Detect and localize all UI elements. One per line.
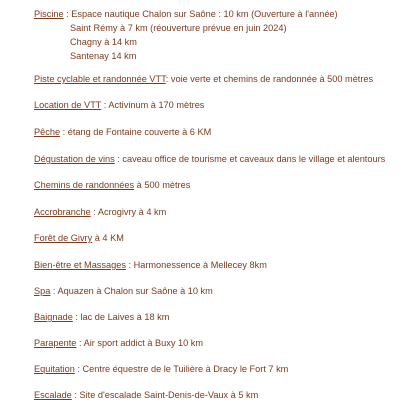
entry-label: Location de VTT	[34, 100, 102, 110]
entry-separator: :	[72, 312, 81, 322]
entry-separator: :	[165, 74, 171, 84]
entry-escalade	[34, 389, 258, 401]
entry-value: étang de Fontaine couverte à 6 KM	[67, 127, 212, 137]
entry-label: Bien-être et Massages	[34, 260, 126, 270]
entry-equitation	[34, 363, 288, 375]
entry-value: voie verte et chemins de randonnée à 500 mètres	[170, 74, 374, 84]
entry-separator: :	[63, 9, 72, 19]
entry-foret-givry	[34, 232, 124, 244]
entry-separator: :	[50, 286, 58, 296]
entry-label: Chemins de randonnées	[34, 180, 135, 190]
entry-value: Harmonessence à Mellecey 8km	[133, 260, 267, 270]
entry-separator: :	[125, 260, 134, 270]
entry-value: caveau office de tourisme et caveaux dans le village et alentours	[122, 154, 386, 164]
entry-label: Dégustation de vins	[34, 154, 115, 164]
entry-bien-etre	[34, 259, 267, 271]
entry-piscine	[34, 8, 338, 20]
entry-label: Piscine	[34, 9, 64, 19]
entry-chemins-randonnees	[34, 179, 190, 191]
entry-separator: :	[74, 364, 83, 374]
entry-location-vtt	[34, 99, 204, 111]
piscine-extra-line: Chagny à 14 km	[70, 37, 137, 47]
entry-separator: :	[76, 338, 84, 348]
entry-accrobranche	[34, 206, 166, 218]
entry-label: Piste cyclable et randonnée VTT	[34, 74, 166, 84]
entry-degustation	[34, 153, 385, 165]
entry-label: Forêt de Givry	[34, 233, 93, 243]
entry-separator: :	[101, 100, 109, 110]
entry-parapente	[34, 337, 203, 349]
entry-label: Baignade	[34, 312, 73, 322]
entry-value: Acrogivry à 4 km	[97, 207, 167, 217]
entry-value: à 500 mètres	[136, 180, 191, 190]
entry-value: Aquazen à Chalon sur Saône à 10 km	[57, 286, 213, 296]
entry-value: à 4 KM	[94, 233, 124, 243]
entry-spa	[34, 285, 213, 297]
entry-separator: :	[114, 154, 123, 164]
entry-peche	[34, 126, 211, 138]
entry-value: Site d'escalade Saint-Denis-de-Vaux à 5 km	[79, 390, 259, 400]
entry-value: Air sport addict à Buxy 10 km	[83, 338, 204, 348]
entry-label: Spa	[34, 286, 51, 296]
entry-value: Espace nautique Chalon sur Saône : 10 km (Ouverture à l'année)	[71, 9, 338, 19]
entry-piste-cyclable	[34, 73, 373, 85]
piscine-extra-line: Santenay 14 km	[70, 51, 137, 61]
entry-value: lac de Laives à 18 km	[80, 312, 170, 322]
entry-value: Centre équestre de le Tuilière à Dracy le Fort 7 km	[82, 364, 289, 374]
entry-label: Equitation	[34, 364, 75, 374]
entry-separator: :	[71, 390, 80, 400]
entry-baignade	[34, 311, 169, 323]
entry-label: Escalade	[34, 390, 72, 400]
entry-label: Parapente	[34, 338, 77, 348]
entry-label: Pêche	[34, 127, 61, 137]
entry-separator: :	[60, 127, 68, 137]
piscine-extra-line: Saint Rémy à 7 km (réouverture prévue en juin 2024)	[70, 23, 287, 33]
entry-separator: :	[90, 207, 98, 217]
entry-value: Activinum à 170 mètres	[108, 100, 205, 110]
entry-label: Accrobranche	[34, 207, 91, 217]
